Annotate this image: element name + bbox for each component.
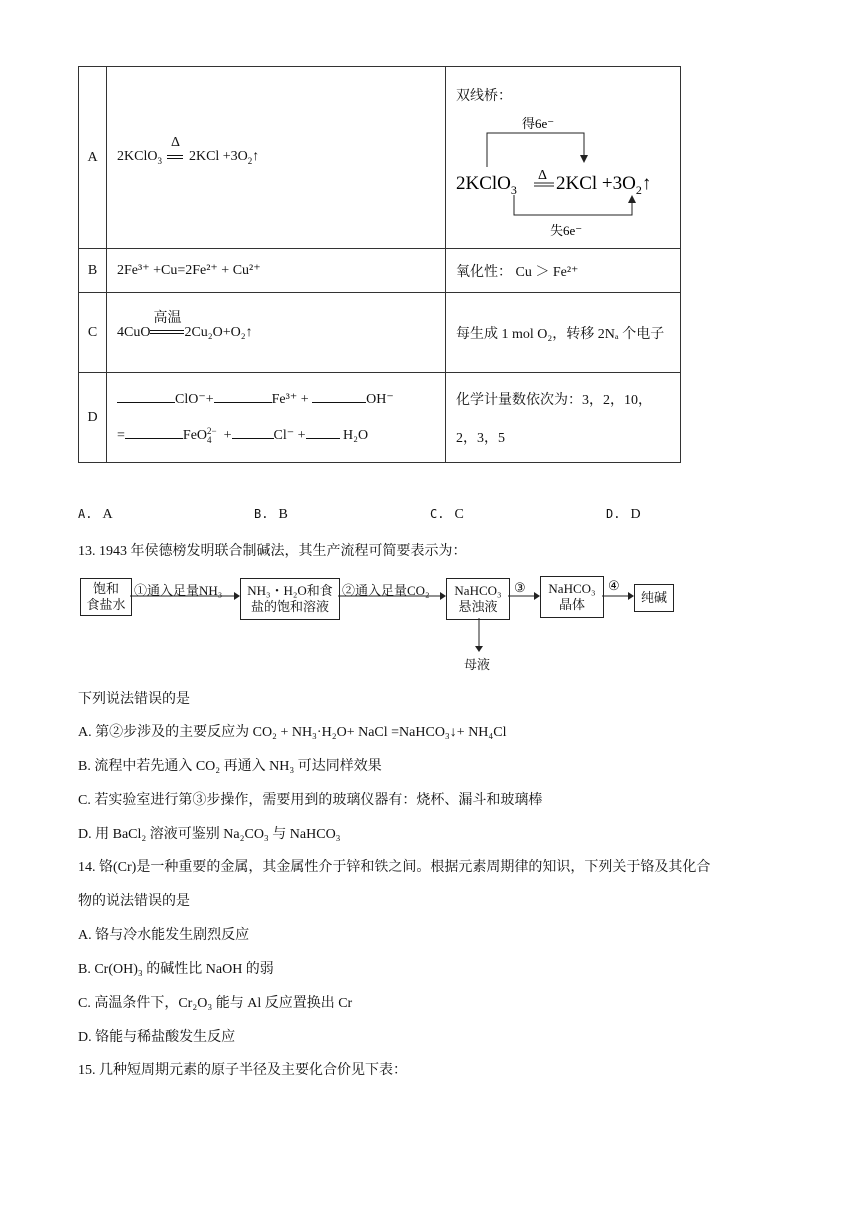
q13-ask: 下列说法错误的是 <box>78 692 190 707</box>
row-a <box>79 67 681 249</box>
svg-text:Δ: Δ <box>538 168 548 183</box>
q13-option-c[interactable]: C. 若实验室进行第③步操作，需要用到的玻璃仪器有：烧杯、漏斗和玻璃棒 <box>78 793 543 808</box>
statement-c: 每生成 1 mol O₂，转移 2Nₐ 个电子 <box>446 293 681 373</box>
q14-option-c[interactable]: C. 高温条件下，Cr₂O₃ 能与 Al 反应置换出 Cr <box>78 996 353 1011</box>
q14-stem-line1: 14. 铬(Cr)是一种重要的金属，其金属性介于锌和铁之间。根据元素周期律的知识，下列关于铬及其化合 <box>78 860 711 875</box>
double-bridge-cell <box>446 67 681 249</box>
flow-step2: ②通入足量CO₂ <box>342 583 430 598</box>
row-label: A <box>79 67 107 249</box>
q13-stem: 13. 1943 年侯德榜发明联合制碱法，其生产流程可简要表示为： <box>78 544 467 559</box>
row-label: B <box>79 249 107 293</box>
row-d <box>79 373 681 463</box>
equation-a-products: $2KCl +3O_2↑$ <box>188 149 260 166</box>
q14-stem-line2: 物的说法错误的是 <box>78 894 190 909</box>
svg-text:2KCl +3O2↑: $2KCl +3O_2↑$ <box>556 173 652 197</box>
q13-option-d[interactable]: D. 用 BaCl₂ 溶液可鉴别 Na₂CO₃ 与 NaHCO₃ <box>78 827 341 842</box>
statement-b: 氧化性： Cu ＞ Fe²⁺ <box>446 249 681 293</box>
flow-box-soda: 纯碱 <box>634 584 674 612</box>
row-label: C <box>79 293 107 373</box>
double-bridge-diagram <box>452 115 682 245</box>
lose-label: 失6e⁻ <box>550 223 583 238</box>
q13-option-a[interactable]: A. 第②步涉及的主要反应为 CO₂ + NH₃·H₂O+ NaCl =NaHCO₃↓+ NH₄Cl <box>78 725 507 740</box>
flow-mother-liquor: 母液 <box>464 657 491 672</box>
condition: 高温 <box>153 310 182 326</box>
q14-option-b[interactable]: B. Cr(OH)₃ 的碱性比 NaOH 的弱 <box>78 962 274 977</box>
q13-option-b[interactable]: B. 流程中若先通入 CO₂ 再通入 NH₃ 可达同样效果 <box>78 759 382 774</box>
q14-option-a[interactable]: A. 铬与冷水能发生剧烈反应 <box>78 928 250 943</box>
flow-step1: ①通入足量NH₃ <box>134 583 223 598</box>
equation-a: 2KClO$_3$ Δ $2KCl +3O_2↑$ <box>107 67 446 249</box>
flow-box-crystal: NaHCO₃ 晶体 <box>540 576 604 618</box>
row-label: D <box>79 373 107 463</box>
svg-text:2KClO3: 2KClO$_3$ <box>456 173 517 197</box>
flow-box-suspension: NaHCO₃ 悬浊液 <box>446 578 510 620</box>
answer-b[interactable]: B. B <box>254 507 288 522</box>
statement-d: 化学计量数依次为：3，2，10， 2，3，5 <box>446 373 681 463</box>
answer-d[interactable]: D. D <box>606 507 641 522</box>
flow-step3: ③ <box>514 580 526 595</box>
flow-box-solution: NH₃・H₂O和食 盐的饱和溶液 <box>240 578 340 620</box>
answer-c[interactable]: C. C <box>430 507 464 522</box>
flow-box-brine: 饱和 食盐水 <box>80 578 132 616</box>
equation-d: ClO⁻+ Fe³⁺ + OH⁻ = FeO2− 4 + Cl⁻ + H₂O <box>107 373 446 463</box>
q15-stem: 15. 几种短周期元素的原子半径及主要化合价见下表： <box>78 1063 407 1078</box>
q14-option-d[interactable]: D. 铬能与稀盐酸发生反应 <box>78 1030 236 1045</box>
equation-c: 4CuO 高温 2Cu₂O+O₂↑ <box>107 293 446 373</box>
options-table <box>78 66 681 463</box>
gain-label: 得6e⁻ <box>522 116 555 131</box>
equation-b: 2Fe³⁺ +Cu=2Fe²⁺ + Cu²⁺ <box>107 249 446 293</box>
row-c <box>79 293 681 373</box>
double-bridge-title: 双线桥： <box>456 89 512 104</box>
row-b <box>79 249 681 293</box>
condition: Δ <box>170 135 180 151</box>
answer-a[interactable]: A. A <box>78 507 113 522</box>
flow-step4: ④ <box>608 578 620 593</box>
